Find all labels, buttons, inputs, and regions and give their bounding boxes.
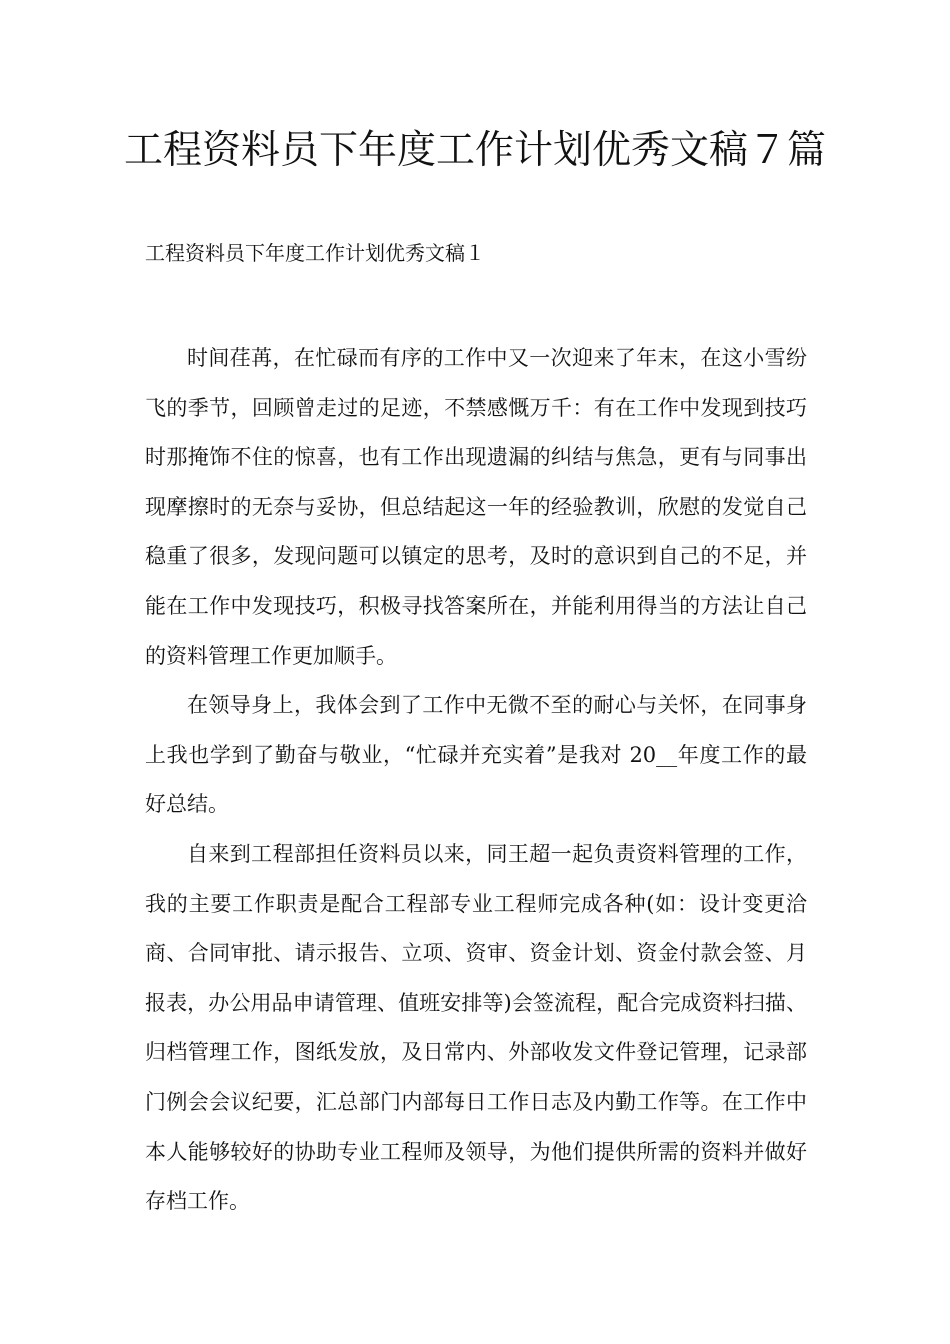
document-title: 工程资料员下年度工作计划优秀文稿７篇: [123, 128, 826, 173]
document-body: [145, 334, 807, 1227]
section-heading: 工程资料员下年度工作计划优秀文稿１: [145, 241, 485, 265]
paragraph-3: 自来到工程部担任资料员以来，同王超一起负责资料管理的工作，我的主要工作职责是配合工程部专业工程师完成各种(如：设计变更洽商、合同审批、请示报告、立项、资审、资金计划、资金付款会签、月报表，办公用品申请管理、值班安排等)会签流程，配合完成资料扫描、归档管理工作，图纸发放，及日常内、外部收发文件登记管理，记录部门例会会议纪要，汇总部门内部每日工作日志及内勤工作等。在工作中本人能够较好的协助专业工程师及领导，为他们提供所需的资料并做好存档工作。: [145, 841, 807, 1214]
paragraph-2: 在领导身上，我体会到了工作中无微不至的耐心与关怀，在同事身上我也学到了勤奋与敬业，“忙碌并充实着”是我对 20__年度工作的最好总结。: [145, 693, 807, 817]
paragraph-1: 时间荏苒，在忙碌而有序的工作中又一次迎来了年末，在这小雪纷飞的季节，回顾曾走过的足迹，不禁感慨万千：有在工作中发现到技巧时那掩饰不住的惊喜，也有工作出现遗漏的纠结与焦急，更有与同事出现摩擦时的无奈与妥协，但总结起这一年的经验教训，欣慰的发觉自己稳重了很多，发现问题可以镇定的思考，及时的意识到自己的不足，并能在工作中发现技巧，积极寻找答案所在，并能利用得当的方法让自己的资料管理工作更加顺手。: [145, 346, 807, 668]
